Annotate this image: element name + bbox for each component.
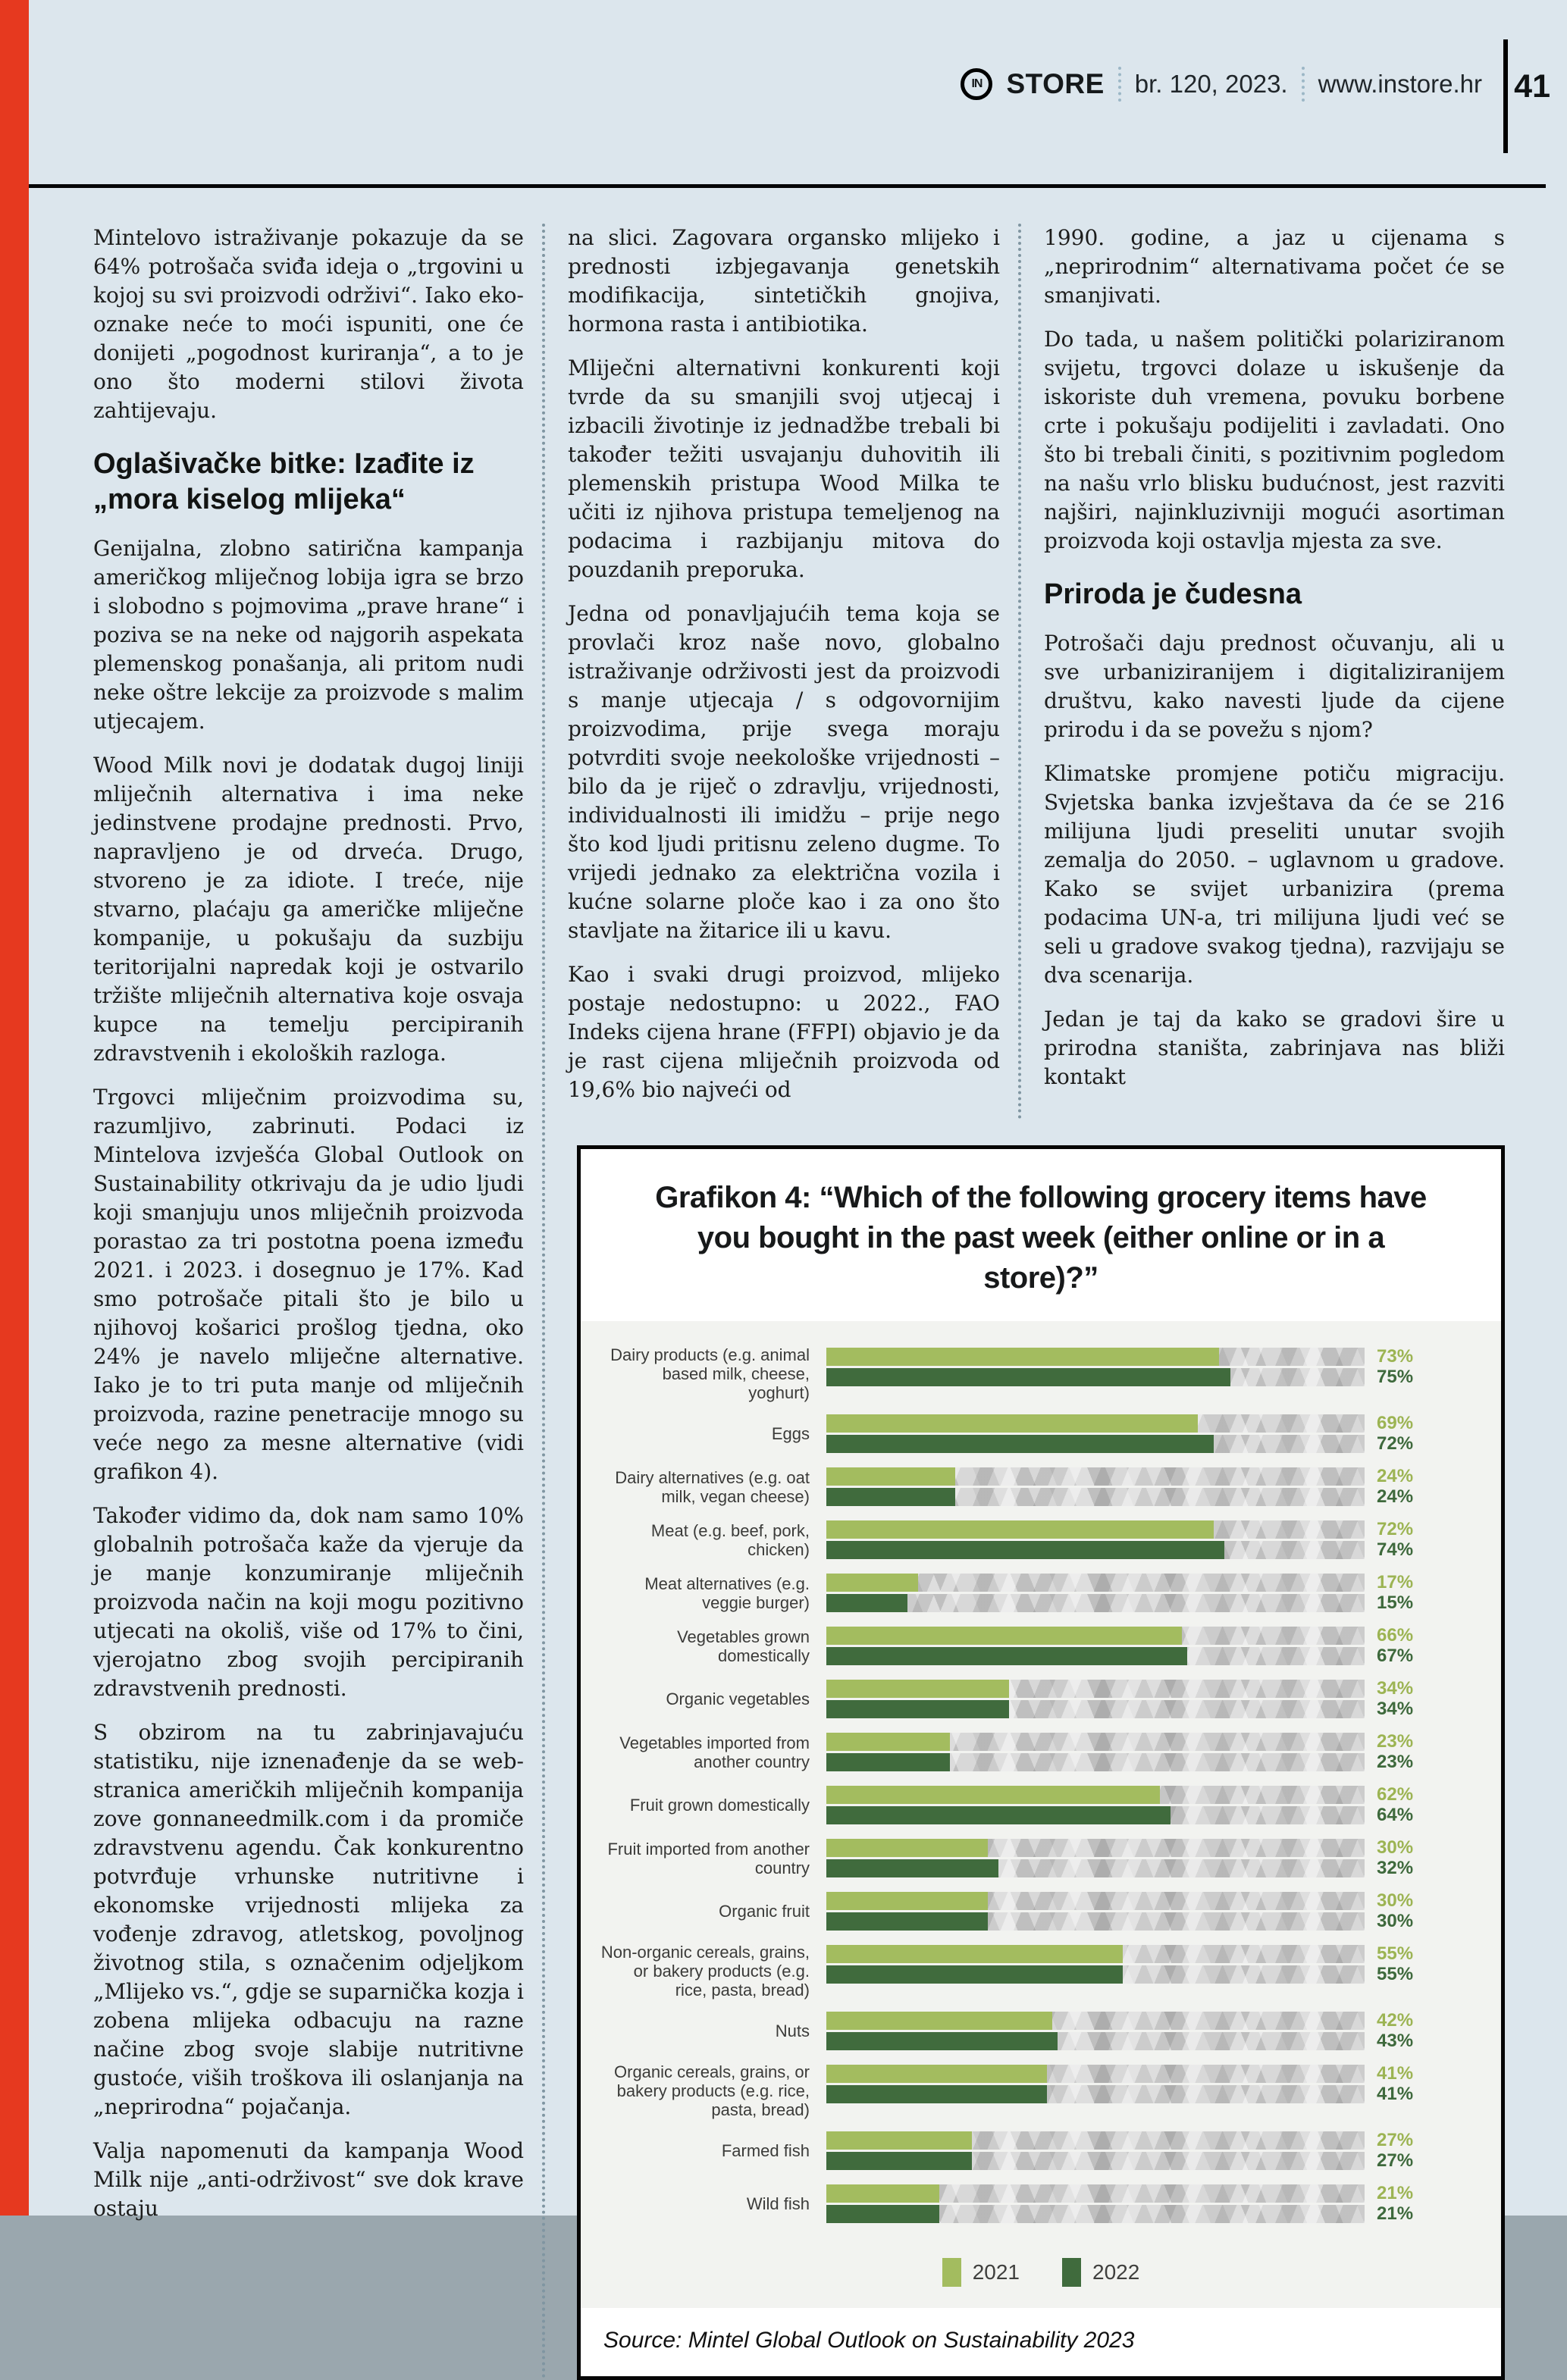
bar-2021 (826, 2065, 1047, 2083)
category-label: Vegetables grown domestically (677, 1627, 810, 1665)
chart-row (599, 1677, 1483, 1721)
bar-track-2022 (826, 2031, 1414, 2051)
value-label-2022: 27% (1377, 2150, 1414, 2171)
bar-pair (826, 1783, 1483, 1827)
category-label: Fruit imported from another country (607, 1839, 810, 1877)
bar-pair (826, 1518, 1483, 1561)
value-label-2021: 30% (1377, 1890, 1414, 1911)
page-number: 41 (1514, 68, 1550, 105)
paragraph: na slici. Zagovara organsko mlijeko i prednosti izbjegavanja genetskih modifikacija, sintetičkih gnojiva, hormona rasta i antibiotika. (568, 225, 1000, 337)
paragraph: Mintelovo istraživanje pokazuje da se 64% potrošača sviđa ideja o „trgovini u kojoj su svi proizvodi održivi“. Iako eko-oznake neće to moći ispuniti, one će donijeti „pogodnost kuriranja“, a to je ono što moderni stilovi života zahtijevaju. (93, 225, 524, 423)
website-url: www.instore.hr (1318, 70, 1482, 98)
bar-2022 (826, 1541, 1224, 1559)
category-label: Fruit grown domestically (629, 1796, 810, 1815)
value-label-2021: 17% (1377, 1572, 1414, 1592)
bar-track-2021 (826, 1784, 1414, 1805)
value-label-2022: 23% (1377, 1752, 1414, 1772)
bar-track-2021 (826, 1731, 1414, 1752)
category-label: Wild fish (746, 2194, 810, 2213)
header-divider-icon (1302, 67, 1305, 102)
value-label-2021: 30% (1377, 1837, 1414, 1858)
bar-2021 (826, 2012, 1052, 2030)
category-label: Farmed fish (721, 2141, 810, 2160)
bar-track-2021 (826, 1625, 1414, 1646)
paragraph: Jedan je taj da kako se gradovi šire u prirodna staništa, zabrinjava nas bliži kontakt (1044, 1007, 1505, 1089)
bar-2021 (826, 1574, 918, 1592)
bar-2021 (826, 2184, 939, 2203)
value-label-2021: 55% (1377, 1943, 1414, 1964)
chart-title: Grafikon 4: “Which of the following grocery items have you bought in the past week (either online or in a store)?” (655, 1181, 1427, 1295)
header-divider-icon (1118, 67, 1121, 102)
bar-track-2021 (826, 1466, 1414, 1486)
bar-2022 (826, 1594, 907, 1612)
bar-pair (826, 1677, 1483, 1721)
chart-row (599, 1465, 1483, 1508)
page-edge-red-strip (0, 0, 29, 2216)
bar-track-2022 (826, 1752, 1414, 1772)
bar-2022 (826, 1806, 1171, 1824)
value-label-2022: 21% (1377, 2203, 1414, 2224)
bar-2021 (826, 1467, 955, 1486)
bar-pair (826, 2182, 1483, 2225)
value-label-2022: 24% (1377, 1486, 1414, 1507)
category-label: Organic fruit (719, 1902, 810, 1921)
bar-pair (826, 1345, 1483, 1402)
bar-2021 (826, 2131, 972, 2150)
chart-row (599, 1943, 1483, 2000)
page-header (961, 67, 1482, 102)
bar-track-2022 (826, 2150, 1414, 2171)
bar-track-2021 (826, 2130, 1414, 2150)
bar-2022 (826, 1912, 988, 1931)
legend-label-2021: 2021 (972, 2260, 1020, 2284)
category-label: Organic cereals, grains, or bakery products (e.g. rice, pasta, bread) (614, 2062, 810, 2119)
value-label-2021: 24% (1377, 1466, 1414, 1486)
bar-2021 (826, 1733, 950, 1751)
chart-row (599, 1837, 1483, 1880)
value-label-2022: 43% (1377, 2031, 1414, 2051)
value-label-2021: 21% (1377, 2183, 1414, 2203)
bar-track-2022 (826, 1964, 1414, 1984)
bar-pair (826, 2062, 1483, 2119)
value-label-2021: 27% (1377, 2130, 1414, 2150)
bar-2021 (826, 1945, 1123, 1963)
chart-source: Source: Mintel Global Outlook on Sustainability 2023 (581, 2308, 1501, 2376)
bar-track-2021 (826, 1572, 1414, 1592)
bar-2022 (826, 1965, 1123, 1984)
bar-pair (826, 1890, 1483, 1933)
bar-pair (826, 1837, 1483, 1880)
bar-track-2021 (826, 1837, 1414, 1858)
bar-2021 (826, 1839, 988, 1857)
chart-row (599, 2062, 1483, 2119)
bar-2022 (826, 1368, 1230, 1386)
bar-track-2021 (826, 2010, 1414, 2031)
bar-2022 (826, 2085, 1047, 2103)
bar-2021 (826, 1348, 1219, 1366)
chart-row (599, 1730, 1483, 1774)
value-label-2021: 23% (1377, 1731, 1414, 1752)
paragraph: Jedna od ponavljajućih tema koja se provlači kroz naše novo, globalno istraživanje održivosti jest da proizvodi s manje utjecaja / s odgovornijim proizvodima, prije svega moraju potvrditi svoje neekološke vrijednosti – bilo da je riječ o zdravlju, vrijednosti, individualnosti ili imidžu – prije nego što kod ljudi pritisnu zeleno dugme. To vrijedi jednako za električna vozila i kućne solarne ploče kao i za ono što stavljate na žitarice ili u kavu. (568, 601, 1000, 943)
value-label-2022: 41% (1377, 2084, 1414, 2104)
bar-2021 (826, 1627, 1182, 1645)
paragraph: Mliječni alternativni konkurenti koji tvrde da su smanjili svoj utjecaj i izbacili životinje iz jednadžbe trebali bi također težiti usvajanju duhovitih ili plemenskih pristupa Wood Milka te učiti iz njihova pristupa temeljenog na podacima i razbijanju mitova do pouzdanih preporuka. (568, 355, 1000, 582)
value-label-2021: 69% (1377, 1413, 1414, 1433)
magazine-logo-text: STORE (1006, 68, 1105, 99)
bar-pair (826, 2009, 1483, 2053)
chart-row (599, 1345, 1483, 1402)
bar-track-2022 (826, 1367, 1414, 1387)
value-label-2021: 73% (1377, 1346, 1414, 1367)
value-label-2022: 72% (1377, 1433, 1414, 1454)
bar-track-2021 (826, 2183, 1414, 2203)
paragraph: S obzirom na tu zabrinjavajuću statistiku, nije iznenađenje da se web-stranica američkih mliječnih kompanija zove gonnaneedmilk.com i da promiče zdravstvenu agendu. Čak konkurentno potvrđuje vrhunske nutritivne i ekonomske vrijednosti mlijeka za vođenje zdravog, atletskog, povoljnog životnog stila, s označenim odjeljkom „Mlijeko vs.“, gdje se suparnička kozja i zobena mlijeka odbacuju na razne načine zbog svoje slabije nutritivne gustoće, viših troškova ili oslanjanja na „neprirodna“ pojačanja. (93, 1720, 524, 2119)
chart-grafikon-4 (577, 1145, 1505, 2380)
value-label-2021: 72% (1377, 1519, 1414, 1539)
value-label-2021: 34% (1377, 1678, 1414, 1699)
bar-2021 (826, 1680, 1009, 1698)
bar-track-2022 (826, 1858, 1414, 1878)
bar-2022 (826, 1647, 1187, 1665)
bar-track-2021 (826, 1678, 1414, 1699)
bar-track-2021 (826, 1519, 1414, 1539)
bar-track-2022 (826, 1433, 1414, 1454)
bar-pair (826, 1730, 1483, 1774)
value-label-2022: 34% (1377, 1699, 1414, 1719)
header-rule (29, 184, 1546, 188)
paragraph: 1990. godine, a jaz u cijenama s „neprirodnim“ alternativama počet će se smanjivati. (1044, 225, 1505, 308)
value-label-2022: 75% (1377, 1367, 1414, 1387)
article-column-1 (93, 224, 545, 2380)
paragraph: Valja napomenuti da kampanja Wood Milk nije „anti-održivost“ sve dok krave ostaju (93, 2138, 524, 2221)
bar-pair (826, 1412, 1483, 1455)
value-label-2022: 15% (1377, 1592, 1414, 1613)
bar-track-2022 (826, 1592, 1414, 1613)
legend-swatch-2022-icon (1062, 2258, 1081, 2287)
paragraph: Klimatske promjene potiču migraciju. Svjetska banka izvještava da će se 216 milijuna ljudi preseliti unutar svojih zemalja do 2050. – uglavnom u gradove. Kako se svijet urbanizira (prema podacima UN-a, tri milijuna ljudi već se seli u gradove svakog tjedna), razvijaju se dva scenarija. (1044, 761, 1505, 988)
value-label-2022: 32% (1377, 1858, 1414, 1878)
bar-pair (826, 1943, 1483, 2000)
issue-number: br. 120, 2023. (1134, 70, 1288, 98)
bar-track-2022 (826, 2203, 1414, 2224)
bar-2022 (826, 1435, 1214, 1453)
instore-logo-icon: IN (961, 68, 992, 100)
chart-row (599, 2182, 1483, 2225)
bar-track-2021 (826, 1413, 1414, 1433)
bar-track-2021 (826, 2063, 1414, 2084)
chart-legend (599, 2235, 1483, 2303)
category-label: Meat (e.g. beef, pork, chicken) (650, 1520, 810, 1559)
chart-row (599, 1571, 1483, 1614)
bar-track-2022 (826, 1486, 1414, 1507)
bar-2022 (826, 2152, 972, 2170)
paragraph: Također vidimo da, dok nam samo 10% globalnih potrošača kaže da vjeruje da je manje konzumiranje mliječnih proizvoda način na koji mogu pozitivno utjecati na okoliš, više od 17% to čini, vjerojatno zbog svojih percipiranih zdravstvenih prednosti. (93, 1503, 524, 1701)
value-label-2022: 55% (1377, 1964, 1414, 1984)
text-row (545, 224, 1505, 1120)
category-label: Eggs (771, 1424, 810, 1443)
value-label-2021: 62% (1377, 1784, 1414, 1805)
bar-track-2021 (826, 1346, 1414, 1367)
paragraph: Kao i svaki drugi proizvod, mlijeko postaje nedostupno: u 2022., FAO Indeks cijena hrane (FFPI) objavio je da je rast cijena mliječnih proizvoda od 19,6% bio najveći od (568, 962, 1000, 1102)
chart-row (599, 1624, 1483, 1668)
category-label: Dairy products (e.g. animal based milk, cheese, yoghurt) (610, 1345, 810, 1402)
value-label-2022: 64% (1377, 1805, 1414, 1825)
bar-pair (826, 2129, 1483, 2172)
legend-swatch-2021-icon (942, 2258, 961, 2287)
category-label: Non-organic cereals, grains, or bakery products (e.g. rice, pasta, bread) (600, 1943, 810, 2000)
bar-track-2021 (826, 1890, 1414, 1911)
value-label-2021: 66% (1377, 1625, 1414, 1646)
value-label-2021: 41% (1377, 2063, 1414, 2084)
paragraph: Potrošači daju prednost očuvanju, ali u sve urbaniziranijem i digitaliziranijem društvu, kako navesti ljude da cijene prirodu i da se povežu s njom? (1044, 631, 1505, 742)
chart-row (599, 1783, 1483, 1827)
bar-2022 (826, 2032, 1058, 2050)
bar-2021 (826, 1414, 1198, 1433)
chart-row (599, 1890, 1483, 1933)
legend-item-2021 (942, 2258, 1020, 2287)
chart-row (599, 1518, 1483, 1561)
paragraph: Genijalna, zlobno satirična kampanja američkog mliječnog lobija igra se brzo i slobodno s pojmovima „prave hrane“ i poziva se na neke od najgorih aspekata plemenskog ponašanja, ali pritom nudi neke oštre lekcije za proizvode s malim utjecajem. (93, 536, 524, 734)
chart-plot-area (581, 1321, 1501, 2308)
chart-row (599, 2009, 1483, 2053)
bar-2022 (826, 1700, 1009, 1718)
category-label: Nuts (775, 2021, 810, 2040)
value-label-2021: 42% (1377, 2010, 1414, 2031)
bar-pair (826, 1571, 1483, 1614)
bar-pair (826, 1465, 1483, 1508)
bar-2021 (826, 1520, 1214, 1539)
legend-label-2022: 2022 (1092, 2260, 1140, 2284)
paragraph: Trgovci mliječnim proizvodima su, razumljivo, zabrinuti. Podaci iz Mintelova izvješća Global Outlook on Sustainability otkrivaju da je udio ljudi koji smanjuju unos mliječnih proizvoda porastao za tri postotna poena između 2021. i 2023. i dosegnuo je 17%. Kad smo potrošače pitali što je bilo u njihovoj košarici prošlog tjedna, oko 24% je navelo mliječne alternative. Iako je to tri puta manje od mliječnih proizvoda, razine penetracije mnogo su veće nego za mesne alternative (vidi grafikon 4). (93, 1085, 524, 1484)
article-column-3 (1021, 224, 1505, 1120)
chart-row (599, 1412, 1483, 1455)
bar-track-2022 (826, 1699, 1414, 1719)
bar-2022 (826, 1753, 950, 1771)
legend-item-2022 (1062, 2258, 1139, 2287)
value-label-2022: 30% (1377, 1911, 1414, 1931)
bar-2022 (826, 1488, 955, 1506)
bar-2021 (826, 1786, 1160, 1804)
header-vertical-bar (1503, 39, 1508, 153)
category-label: Dairy alternatives (e.g. oat milk, vegan cheese) (615, 1467, 810, 1506)
category-label: Vegetables imported from another country (619, 1733, 810, 1771)
bar-track-2021 (826, 1943, 1414, 1964)
bar-2022 (826, 1859, 998, 1877)
bar-track-2022 (826, 1646, 1414, 1666)
section-heading: Oglašivačke bitke: Izađite iz „mora kiselog mlijeka“ (93, 448, 475, 515)
bar-2022 (826, 2205, 939, 2223)
article-right-region (545, 224, 1505, 2380)
category-label: Organic vegetables (666, 1689, 810, 1708)
chart-row (599, 2129, 1483, 2172)
bar-pair (826, 1624, 1483, 1668)
article-column-2 (545, 224, 1021, 1120)
paragraph: Do tada, u našem politički polariziranom svijetu, trgovci dolaze u iskušenje da iskoriste duh vremena, povuku borbene crte i pokušaju podijeliti i zavladati. Ono što bi trebali činiti, s pozitivnim pogledom na našu vrlo blisku budućnost, jest razviti najširi, najinkluzivniji mogući asortiman proizvoda koji ostavlja mjesta za sve. (1044, 327, 1505, 553)
value-label-2022: 67% (1377, 1646, 1414, 1666)
section-heading: Priroda je čudesna (1044, 578, 1302, 610)
bar-track-2022 (826, 1805, 1414, 1825)
bar-track-2022 (826, 1911, 1414, 1931)
paragraph: Wood Milk novi je dodatak dugoj liniji mliječnih alternativa i ima neke jedinstvene prodajne prednosti. Prvo, napravljeno je od drveća. Drugo, stvoreno je za idiote. I treće, nije stvarno, plaćaju ga američke mliječne kompanije, u pokušaju da suzbiju teritorijalni napredak koji je ostvarilo tržište mliječnih alternativa koje osvaja kupce na temelju percipiranih zdravstvenih i ekoloških razloga. (93, 753, 524, 1066)
bar-track-2022 (826, 2084, 1414, 2104)
article-body (93, 224, 1505, 2380)
bar-2021 (826, 1892, 988, 1910)
category-label: Meat alternatives (e.g. veggie burger) (644, 1574, 810, 1612)
bar-track-2022 (826, 1539, 1414, 1560)
value-label-2022: 74% (1377, 1539, 1414, 1560)
